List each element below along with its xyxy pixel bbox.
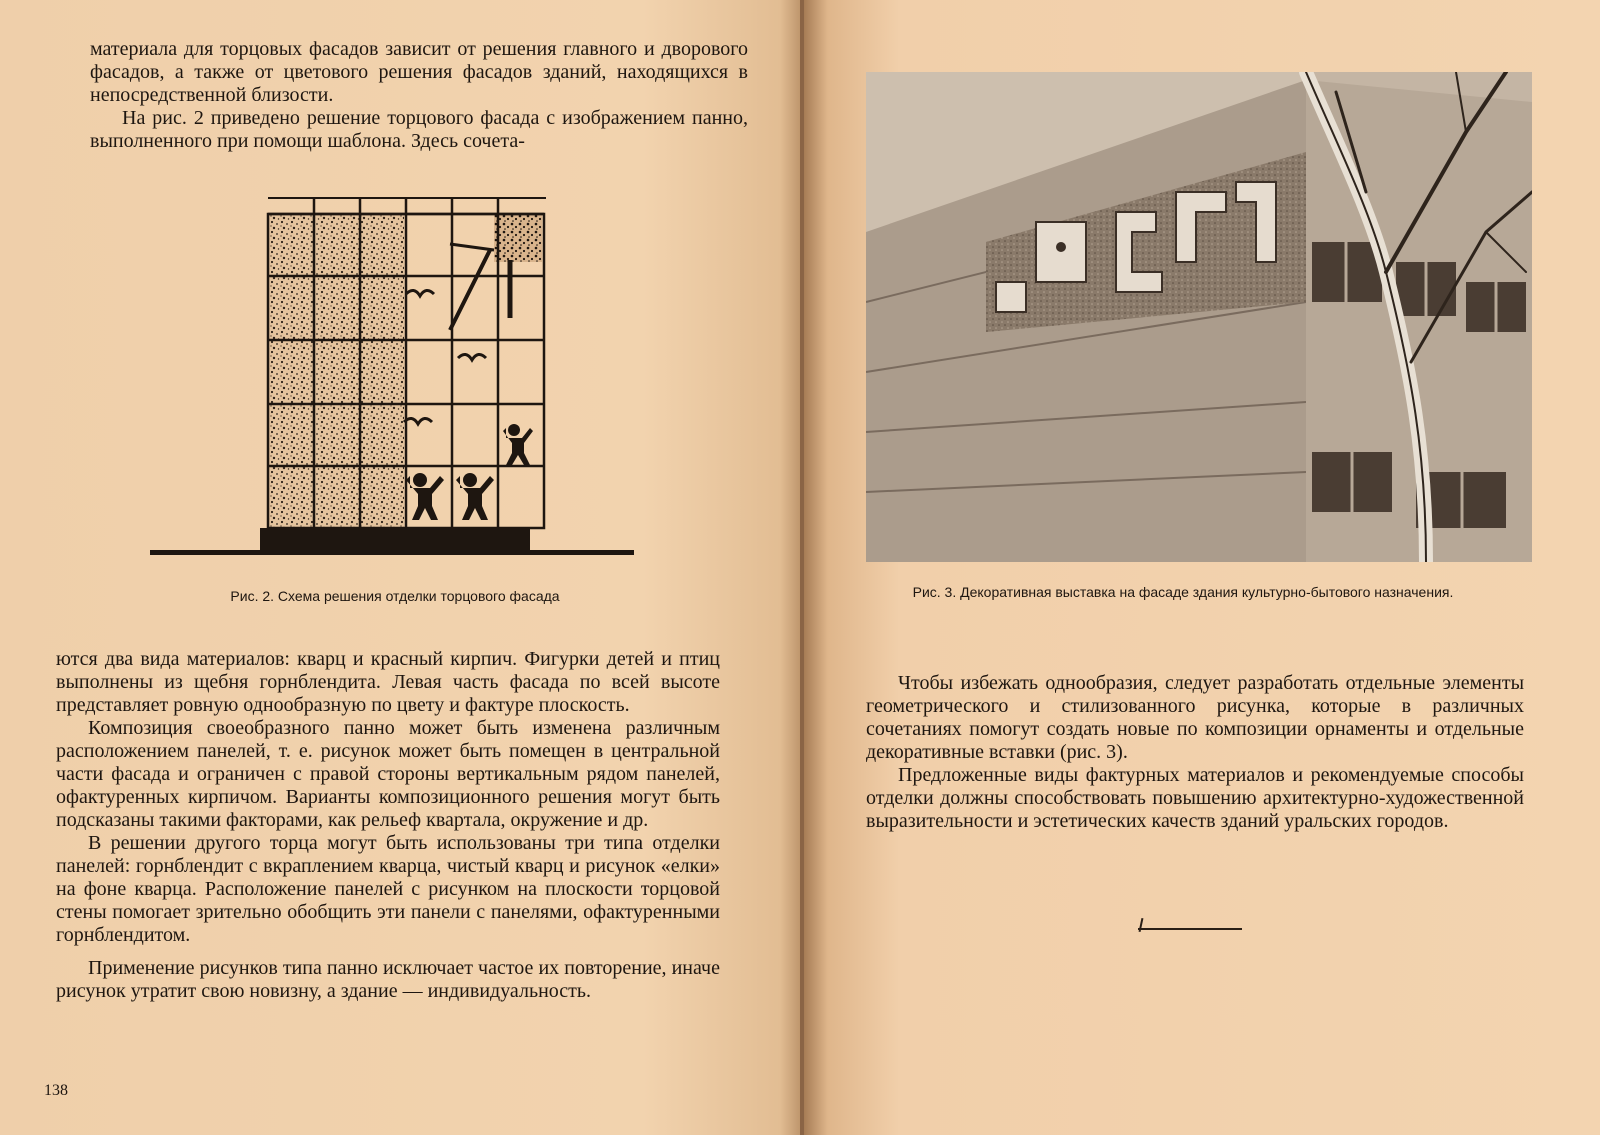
plinth <box>260 528 530 552</box>
paragraph: Предложенные виды фактурных материалов и рекомендуемые способы отделки должны способствовать повышению архитектурно-художественной выразительности и эстетических качеств зданий уральских городов. <box>866 764 1524 832</box>
end-rule <box>1138 928 1242 930</box>
child-figure-icon <box>503 424 533 465</box>
bird-icon <box>458 354 486 360</box>
child-figure-icon <box>406 473 444 520</box>
paragraph: На рис. 2 приведено решение торцового фасада с изображением панно, выполненного при помощи шаблона. Здесь сочета- <box>90 107 748 152</box>
figure-3-facade-photo <box>866 72 1532 562</box>
sun-panel <box>494 214 542 262</box>
paragraph: Чтобы избежать однообразия, следует разработать отдельные элементы геометрического и стилизованного рисунка, которые в различных сочетаниях помогут создать новые по композиции орнаменты и отдельные декоративные вставки (рис. 3). <box>866 672 1524 763</box>
figure-3-caption: Рис. 3. Декоративная выставка на фасаде здания культурно-бытового назначения. <box>912 584 1454 600</box>
child-figure-icon <box>456 473 494 520</box>
paragraph: Композиция своеобразного панно может быть изменена различным расположением панелей, т. е. рисунок может быть помещен в центральной части фасада и ограничен с правой стороны вертикальным рядом панелей, офактуренных кирпичом. Варианты композиционного решения могут быть подсказаны такими факторами, как рельеф квартала, окружение и др. <box>56 717 720 831</box>
paragraph: В решении другого торца могут быть использованы три типа отделки панелей: горнблендит с вкраплением кварца, чистый кварц и рисунок «елки» на фоне кварца. Расположение панелей с рисунком на плоскости торцовой стены помогает зрительно обобщить эти панели с панелями, офактуренными горнблендитом. <box>56 832 720 946</box>
figure-2-caption: Рис. 2. Схема решения отделки торцового фасада <box>230 588 560 604</box>
figure-2-facade-scheme <box>150 190 650 590</box>
left-top-text <box>90 38 748 153</box>
paragraph: ются два вида материалов: кварц и красный кирпич. Фигурки детей и птиц выполнены из щебня горнблендита. Левая часть фасада по всей высоте представляет ровную однообразную по цвету и фактуре плоскость. <box>56 648 720 716</box>
paragraph: материала для торцовых фасадов зависит от решения главного и дворового фасадов, а также от цветового решения фасадов зданий, находящихся в непосредственной близости. <box>90 38 748 106</box>
right-main-text <box>866 672 1524 833</box>
left-main-text <box>56 648 720 1003</box>
paragraph: Применение рисунков типа панно исключает частое их повторение, иначе рисунок утратит свою новизну, а здание — индивидуальность. <box>56 957 720 1002</box>
bird-icon <box>406 290 434 296</box>
page-number: 138 <box>44 1082 68 1099</box>
bird-icon <box>404 418 432 424</box>
quartz-panels <box>268 214 404 528</box>
